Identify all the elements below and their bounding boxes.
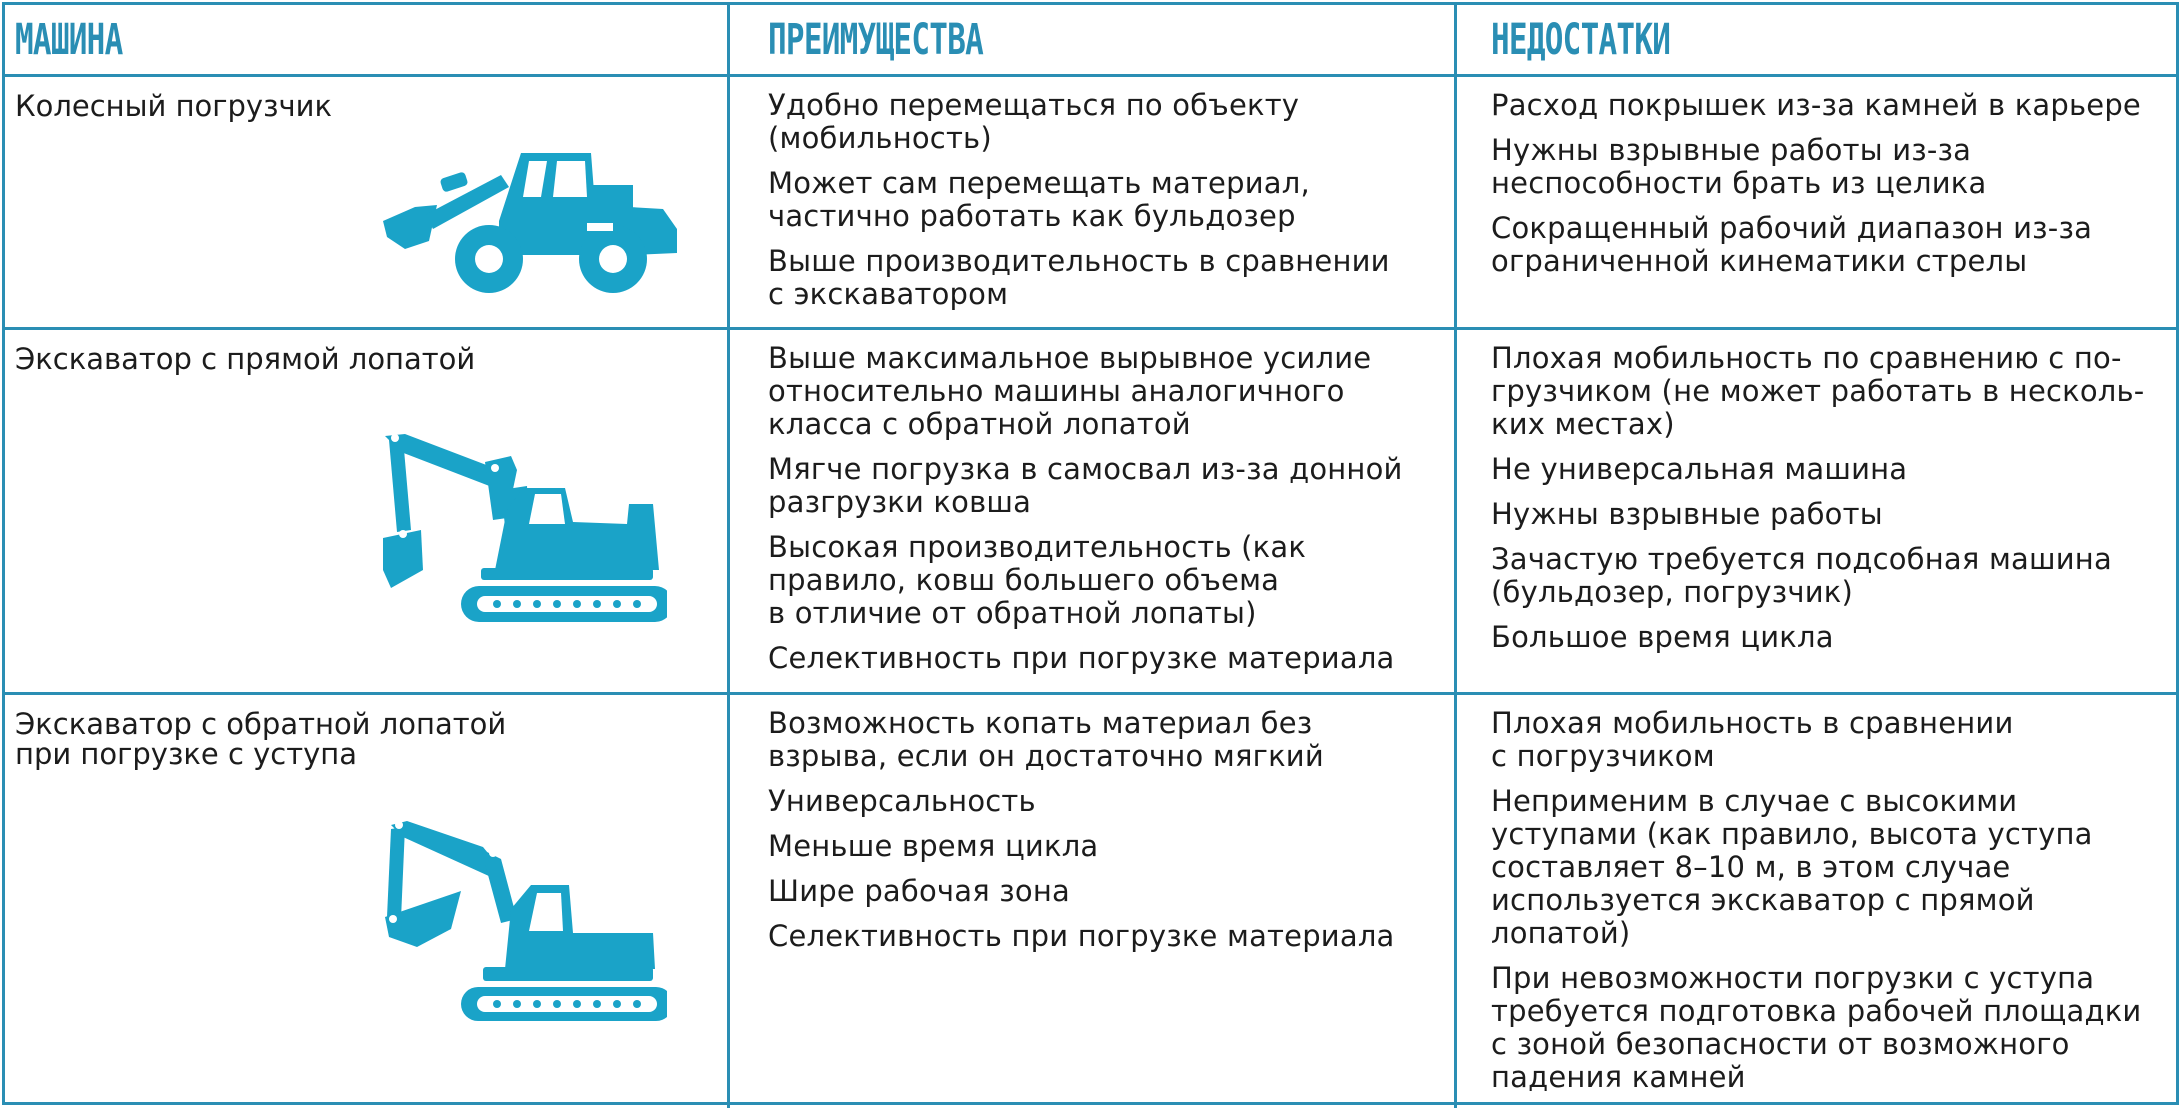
header-advantages-cell [730,5,1457,74]
advantages-cell [730,77,1457,327]
list-item: Нужны взрывные работы [1491,497,1883,531]
list-item: Высокая производительность (как правило, ковш большего объема в отличие от обратной лопаты) [768,530,1307,630]
header-advantages: ПРЕИМУЩЕСТВА [768,14,984,65]
list-item: Нужны взрывные работы из-за неспособности брать из целика [1491,133,1987,200]
list-item: Выше производительность в сравнении с экскаватором [768,244,1390,311]
disadvantages-list [1491,707,2156,1106]
machine-name: Экскаватор с обратной лопатой при погрузке с уступа [15,707,507,771]
list-item: Может сам перемещать материал, частично работать как бульдозер [768,166,1310,233]
list-item: Универсальность [768,784,1036,818]
header-machine: МАШИНА [15,14,123,65]
list-item: Большое время цикла [1491,620,1834,654]
list-item: Возможность копать материал без взрыва, если он достаточно мягкий [768,706,1324,773]
machine-name: Колесный погрузчик [15,89,333,123]
list-item: При невозможности погрузки с уступа требуется подготовка рабочей площадки с зоной безопасности от возможного падения камней [1491,961,2142,1094]
list-item: Не универсальная машина [1491,452,1908,486]
header-machine-cell [5,5,730,74]
machine-cell [5,330,730,692]
disadvantages-list [1491,342,2156,666]
advantages-list [768,89,1440,323]
list-item: Удобно перемещаться по объекту (мобильность) [768,88,1300,155]
list-item: Плохая мобильность в сравнении с погрузчиком [1491,706,2014,773]
header-disadvantages-cell [1457,5,2176,74]
table-row [5,330,2176,695]
advantages-cell [730,330,1457,692]
list-item: Расход покрышек из-за камней в карьере [1491,88,2141,122]
comparison-table [2,2,2179,1105]
disadvantages-cell [1457,695,2176,1108]
list-item: Сокращенный рабочий диапазон из-за ограниченной кинематики стрелы [1491,211,2093,278]
machine-name: Экскаватор с прямой лопатой [15,342,476,376]
list-item: Зачастую требуется подсобная машина (бульдозер, погрузчик) [1491,542,2112,609]
table-row [5,695,2176,1108]
machine-cell [5,695,730,1108]
front-shovel-excavator-icon [377,430,667,635]
advantages-cell [730,695,1457,1108]
list-item: Меньше время цикла [768,829,1099,863]
list-item: Селективность при погрузке материала [768,919,1395,953]
disadvantages-cell [1457,330,2176,692]
backhoe-excavator-icon [377,819,667,1025]
table-row [5,77,2176,330]
list-item: Мягче погрузка в самосвал из-за донной разгрузки ковша [768,452,1403,519]
list-item: Неприменим в случае с высокими уступами (как правило, высота уступа составляет 8–10 м, в этом случае используется экскаватор с прямой лопатой) [1491,784,2093,950]
list-item: Шире рабочая зона [768,874,1070,908]
disadvantages-cell [1457,77,2176,327]
advantages-list [768,707,1440,965]
wheel-loader-icon [381,145,681,295]
list-item: Плохая мобильность по сравнению с по- грузчиком (не может работать в несколь- ких местах) [1491,341,2145,441]
disadvantages-list [1491,89,2156,290]
header-disadvantages: НЕДОСТАТКИ [1491,14,1671,65]
table-header [5,5,2176,77]
machine-cell [5,77,730,327]
list-item: Селективность при погрузке материала [768,641,1395,675]
list-item: Выше максимальное вырывное усилие относительно машины аналогичного класса с обратной лопатой [768,341,1372,441]
advantages-list [768,342,1440,687]
